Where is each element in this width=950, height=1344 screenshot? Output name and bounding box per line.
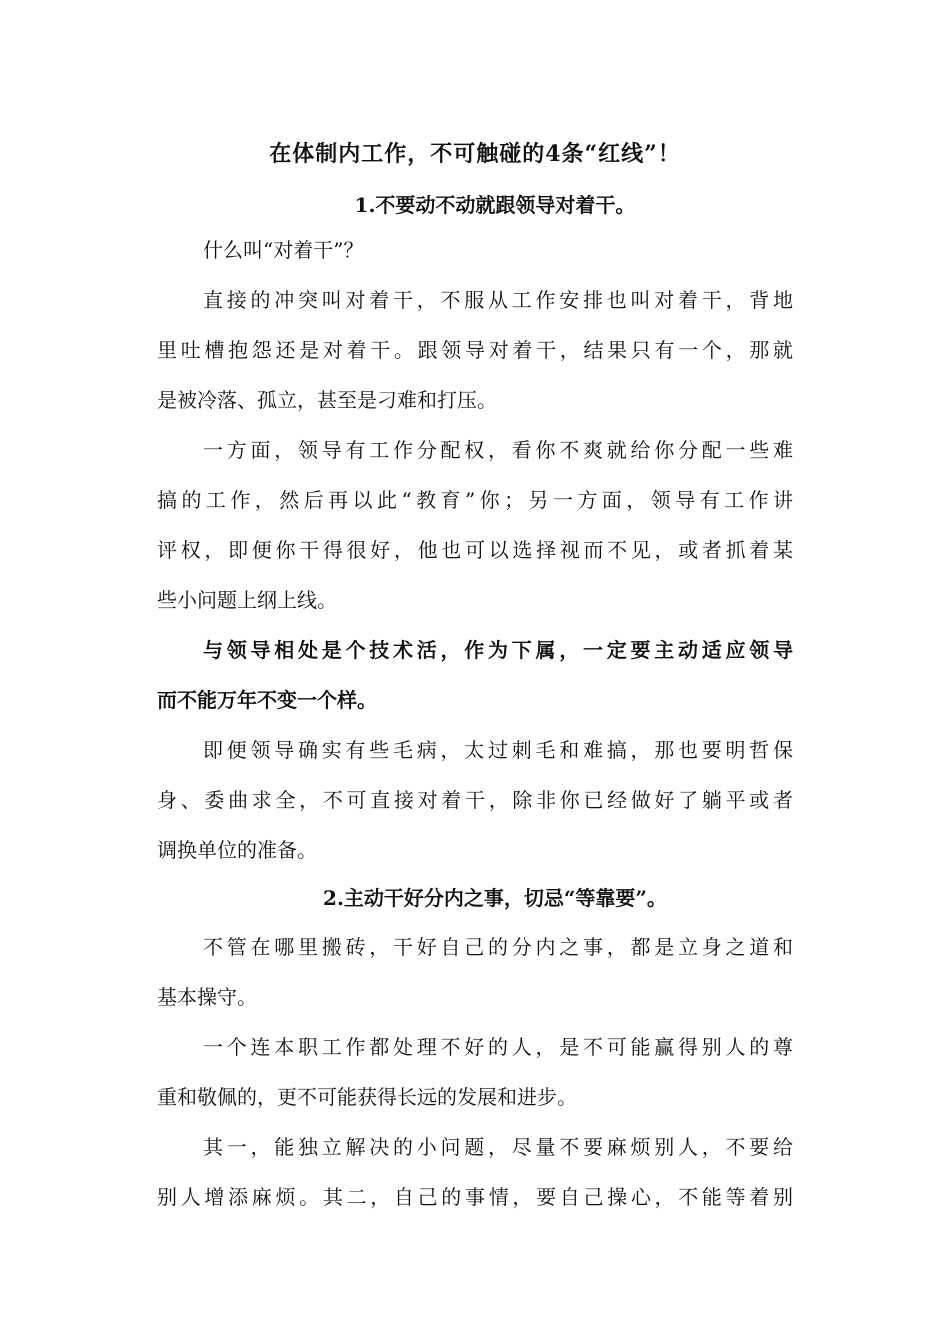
paragraph-line: 评权，即便你干得很好，他也可以选择视而不见，或者抓着某 <box>157 538 793 562</box>
paragraph-line: 一个连本职工作都处理不好的人，是不可能赢得别人的尊 <box>203 1035 793 1059</box>
paragraph-line: 一方面，领导有工作分配权，看你不爽就给你分配一些难 <box>203 438 793 462</box>
paragraph-line: 直接的冲突叫对着干，不服从工作安排也叫对着干，背地 <box>203 288 793 312</box>
paragraph-line: 是被冷落、孤立，甚至是刁难和打压。 <box>157 388 497 412</box>
paragraph-line: 即便领导确实有些毛病，太过刺毛和难搞，那也要明哲保 <box>203 738 793 762</box>
emphasis-line: 与领导相处是个技术活，作为下属，一定要主动适应领导 <box>203 638 793 662</box>
paragraph-line: 重和敬佩的，更不可能获得长远的发展和进步。 <box>157 1085 577 1109</box>
paragraph-line: 身、委曲求全，不可直接对着干，除非你已经做好了躺平或者 <box>157 788 793 812</box>
paragraph-line: 不管在哪里搬砖，干好自己的分内之事，都是立身之道和 <box>203 935 793 959</box>
paragraph-line: 调换单位的准备。 <box>157 838 317 862</box>
paragraph-line: 什么叫“对着干”？ <box>203 238 364 262</box>
section-heading-2: 2.主动干好分内之事，切忌“等靠要”。 <box>323 886 667 910</box>
section-heading-1: 1.不要动不动就跟领导对着干。 <box>354 193 636 217</box>
paragraph-line: 别人增添麻烦。其二，自己的事情，要自己操心，不能等着别 <box>157 1185 793 1209</box>
paragraph-line: 其一，能独立解决的小问题，尽量不要麻烦别人，不要给 <box>203 1135 793 1159</box>
paragraph-line: 基本操守。 <box>157 985 257 1009</box>
document-title: 在体制内工作，不可触碰的4条“红线”！ <box>269 141 681 167</box>
paragraph-line: 搞的工作，然后再以此“教育”你；另一方面，领导有工作讲 <box>157 488 793 512</box>
paragraph-line: 些小问题上纲上线。 <box>157 588 337 612</box>
emphasis-line: 而不能万年不变一个样。 <box>157 688 377 712</box>
paragraph-line: 里吐槽抱怨还是对着干。跟领导对着干，结果只有一个，那就 <box>157 338 793 362</box>
